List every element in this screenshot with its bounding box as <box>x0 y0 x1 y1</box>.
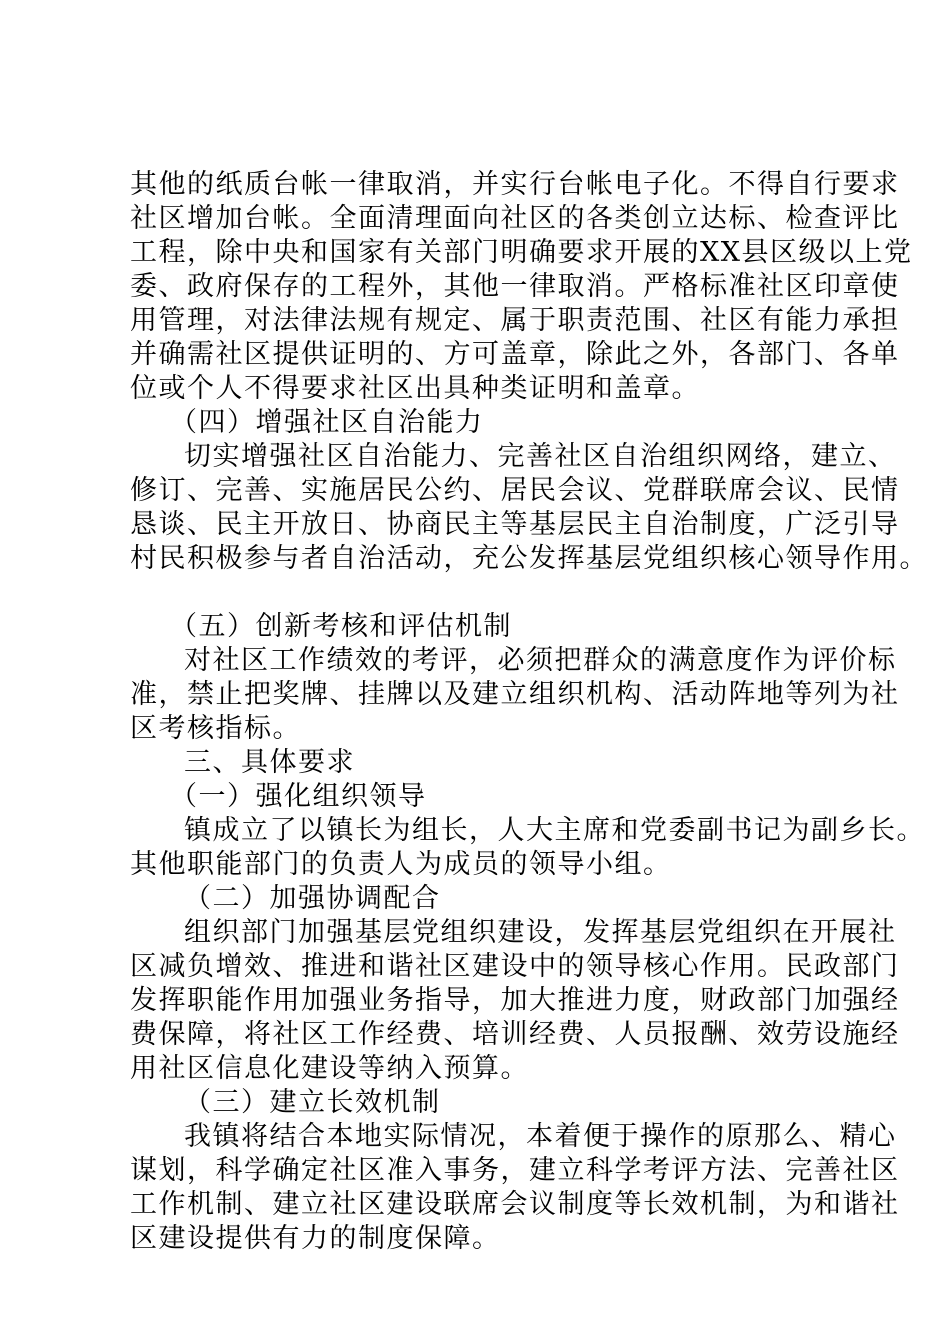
paragraph-line: 其他的纸质台帐一律取消，并实行台帐电子化。不得自行要求 <box>130 169 900 200</box>
paragraph-line: 对社区工作绩效的考评，必须把群众的满意度作为评价标 <box>184 645 897 676</box>
section-heading: （二）加强协调配合 <box>184 883 441 914</box>
paragraph-line: 准，禁止把奖牌、挂牌以及建立组织机构、活动阵地等列为社 <box>130 679 900 710</box>
section-heading: （三）建立长效机制 <box>184 1087 441 1118</box>
section-heading: （四）增强社区自治能力 <box>170 407 484 438</box>
paragraph-line: 工程，除中央和国家有关部门明确要求开展的XX县区级以上党 <box>130 237 913 268</box>
paragraph-line: 我镇将结合本地实际情况，本着便于操作的原那么、精心 <box>184 1121 897 1152</box>
paragraph-line: 位或个人不得要求社区出具种类证明和盖章。 <box>130 373 700 404</box>
paragraph-line: 工作机制、建立社区建设联席会议制度等长效机制，为和谐社 <box>130 1189 900 1220</box>
paragraph-line: 恳谈、民主开放日、协商民主等基层民主自治制度，广泛引导 <box>130 509 900 540</box>
paragraph-line: 委、政府保存的工程外，其他一律取消。严格标准社区印章使 <box>130 271 900 302</box>
paragraph-line: 切实增强社区自治能力、完善社区自治组织网络，建立、 <box>184 441 897 472</box>
section-heading: 三、具体要求 <box>184 747 355 778</box>
paragraph-line: 并确需社区提供证明的、方可盖章，除此之外，各部门、各单 <box>130 339 900 370</box>
paragraph-line: 用管理，对法律法规有规定、属于职责范围、社区有能力承担 <box>130 305 900 336</box>
paragraph-line: 区减负增效、推进和谐社区建设中的领导核心作用。民政部门 <box>130 951 900 982</box>
paragraph-line: 修订、完善、实施居民公约、居民会议、党群联席会议、民情 <box>130 475 900 506</box>
blank-line <box>130 576 830 610</box>
section-heading: （五）创新考核和评估机制 <box>170 611 512 642</box>
paragraph-line: 其他职能部门的负责人为成员的领导小组。 <box>130 849 672 880</box>
paragraph-line: 费保障，将社区工作经费、培训经费、人员报酬、效劳设施经 <box>130 1019 900 1050</box>
paragraph-line: 村民积极参与者自治活动，充公发挥基层党组织核心领导作用。 <box>130 543 928 574</box>
paragraph-line: 谋划，科学确定社区准入事务，建立科学考评方法、完善社区 <box>130 1155 900 1186</box>
paragraph-line: 发挥职能作用加强业务指导，加大推进力度，财政部门加强经 <box>130 985 900 1016</box>
paragraph-line: 社区增加台帐。全面清理面向社区的各类创立达标、检查评比 <box>130 203 900 234</box>
paragraph-line: 镇成立了以镇长为组长，人大主席和党委副书记为副乡长。 <box>184 815 925 846</box>
paragraph-line: 区考核指标。 <box>130 713 301 744</box>
section-heading: （一）强化组织领导 <box>170 781 427 812</box>
paragraph-line: 组织部门加强基层党组织建设，发挥基层党组织在开展社 <box>184 917 897 948</box>
document-body <box>130 168 928 1256</box>
paragraph-line: 区建设提供有力的制度保障。 <box>130 1223 501 1254</box>
paragraph-line: 用社区信息化建设等纳入预算。 <box>130 1053 529 1084</box>
